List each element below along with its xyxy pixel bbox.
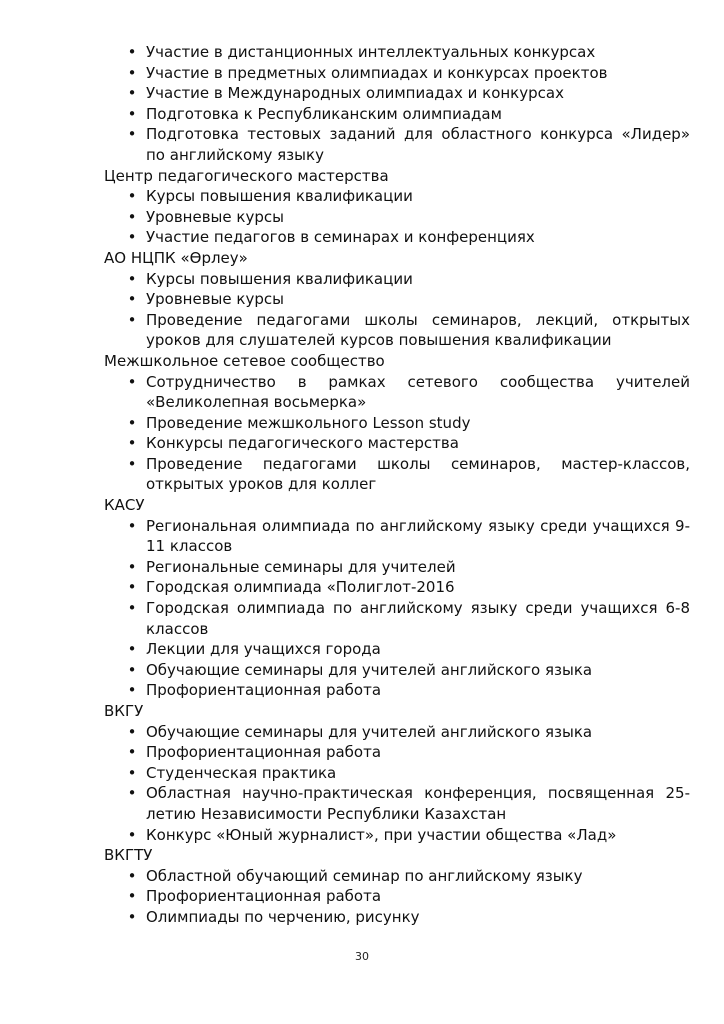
bullet-icon: • bbox=[127, 207, 137, 226]
bullet-icon: • bbox=[127, 310, 137, 329]
bullet-icon: • bbox=[127, 228, 137, 247]
list-item: • Уровневые курсы bbox=[127, 207, 284, 226]
list-item: • Обучающие семинары для учителей английского языка bbox=[127, 660, 593, 679]
bullet-icon: • bbox=[127, 516, 137, 535]
list-item: • Проведение межшкольного Lesson study bbox=[127, 413, 471, 432]
section-list bbox=[104, 186, 690, 248]
bullet-icon: • bbox=[127, 763, 137, 782]
section-heading: Центр педагогического мастерства bbox=[104, 166, 389, 185]
section-list bbox=[104, 372, 690, 496]
list-item: • Участие в предметных олимпиадах и конкурсах проектов bbox=[127, 63, 608, 82]
list-item: • Лекции для учащихся города bbox=[127, 640, 381, 659]
section-heading: КАСУ bbox=[104, 496, 145, 515]
list-item: • Обучающие семинары для учителей английского языка bbox=[127, 722, 593, 741]
list-item: • Проведение педагогами школы семинаров, лекций, открытых уроков для слушателей курсов повышения квалификации bbox=[127, 310, 690, 350]
list-item: • Олимпиады по черчению, рисунку bbox=[127, 907, 420, 926]
intro-list bbox=[104, 42, 690, 166]
list-item: • Областной обучающий семинар по английскому языку bbox=[127, 866, 583, 885]
list-item: • Курсы повышения квалификации bbox=[127, 269, 413, 288]
bullet-icon: • bbox=[127, 63, 137, 82]
list-item: • Подготовка тестовых заданий для областного конкурса «Лидер» по английскому языку bbox=[127, 125, 690, 164]
bullet-icon: • bbox=[127, 434, 137, 453]
list-item: • Конкурс «Юный журналист», при участии общества «Лад» bbox=[127, 825, 617, 844]
list-item: • Участие в Международных олимпиадах и конкурсах bbox=[127, 84, 564, 103]
bullet-icon: • bbox=[127, 104, 137, 123]
list-item: • Региональные семинары для учителей bbox=[127, 557, 456, 576]
bullet-icon: • bbox=[127, 599, 137, 618]
bullet-icon: • bbox=[127, 743, 137, 762]
bullet-icon: • bbox=[127, 187, 137, 206]
bullet-icon: • bbox=[127, 269, 137, 288]
section-kasu bbox=[104, 495, 690, 701]
bullet-icon: • bbox=[127, 866, 137, 885]
bullet-icon: • bbox=[127, 784, 137, 803]
list-item: • Подготовка к Республиканским олимпиадам bbox=[127, 104, 502, 123]
list-item: • Студенческая практика bbox=[127, 763, 337, 782]
list-item: • Региональная олимпиада по английскому языку среди учащихся 9-11 классов bbox=[127, 516, 690, 556]
section-orleu bbox=[104, 248, 690, 351]
bullet-icon: • bbox=[127, 125, 137, 144]
section-list bbox=[104, 269, 690, 351]
list-item: • Курсы повышения квалификации bbox=[127, 187, 413, 206]
section-list bbox=[104, 516, 690, 701]
bullet-icon: • bbox=[127, 907, 137, 926]
list-item: • Городская олимпиада по английскому языку среди учащихся 6-8 классов bbox=[127, 599, 690, 638]
list-item: • Городская олимпиада «Полиглот-2016 bbox=[127, 578, 455, 597]
list-item: • Участие в дистанционных интеллектуальных конкурсах bbox=[127, 43, 596, 61]
bullet-icon: • bbox=[127, 887, 137, 906]
section-list bbox=[104, 722, 690, 846]
list-item: • Профориентационная работа bbox=[127, 681, 382, 700]
bullet-icon: • bbox=[127, 413, 137, 432]
section-vkgu bbox=[104, 701, 690, 845]
section-heading: Межшкольное сетевое сообщество bbox=[104, 351, 385, 370]
section-heading: ВКГТУ bbox=[104, 846, 153, 865]
list-item: • Конкурсы педагогического мастерства bbox=[127, 434, 459, 453]
document-page bbox=[104, 42, 690, 928]
bullet-icon: • bbox=[127, 290, 137, 309]
section-vkgtu bbox=[104, 845, 690, 927]
bullet-icon: • bbox=[127, 660, 137, 679]
bullet-icon: • bbox=[127, 372, 137, 391]
bullet-icon: • bbox=[127, 640, 137, 659]
section-heading: ВКГУ bbox=[104, 702, 144, 720]
bullet-icon: • bbox=[127, 578, 137, 597]
section-pedagogical-center bbox=[104, 166, 690, 248]
bullet-icon: • bbox=[127, 43, 137, 61]
list-item: • Участие педагогов в семинарах и конференциях bbox=[127, 228, 535, 247]
list-item: • Уровневые курсы bbox=[127, 290, 284, 309]
bullet-icon: • bbox=[127, 454, 137, 473]
list-item: • Сотрудничество в рамках сетевого сообщества учителей «Великолепная восьмерка» bbox=[127, 372, 690, 412]
list-item: • Профориентационная работа bbox=[127, 743, 382, 762]
bullet-icon: • bbox=[127, 84, 137, 103]
page-number: 30 bbox=[355, 950, 369, 963]
list-item: • Проведение педагогами школы семинаров, мастер-классов, открытых уроков для коллег bbox=[127, 454, 690, 494]
section-network-community bbox=[104, 351, 690, 495]
list-item: • Областная научно-практическая конференция, посвященная 25-летию Независимости Республики Казахстан bbox=[127, 784, 690, 823]
section-list bbox=[104, 866, 690, 928]
bullet-icon: • bbox=[127, 681, 137, 700]
section-heading: АО НЦПК «Өрлеу» bbox=[104, 248, 248, 267]
list-item: • Профориентационная работа bbox=[127, 887, 382, 906]
bullet-icon: • bbox=[127, 557, 137, 576]
bullet-icon: • bbox=[127, 825, 137, 844]
bullet-icon: • bbox=[127, 722, 137, 741]
